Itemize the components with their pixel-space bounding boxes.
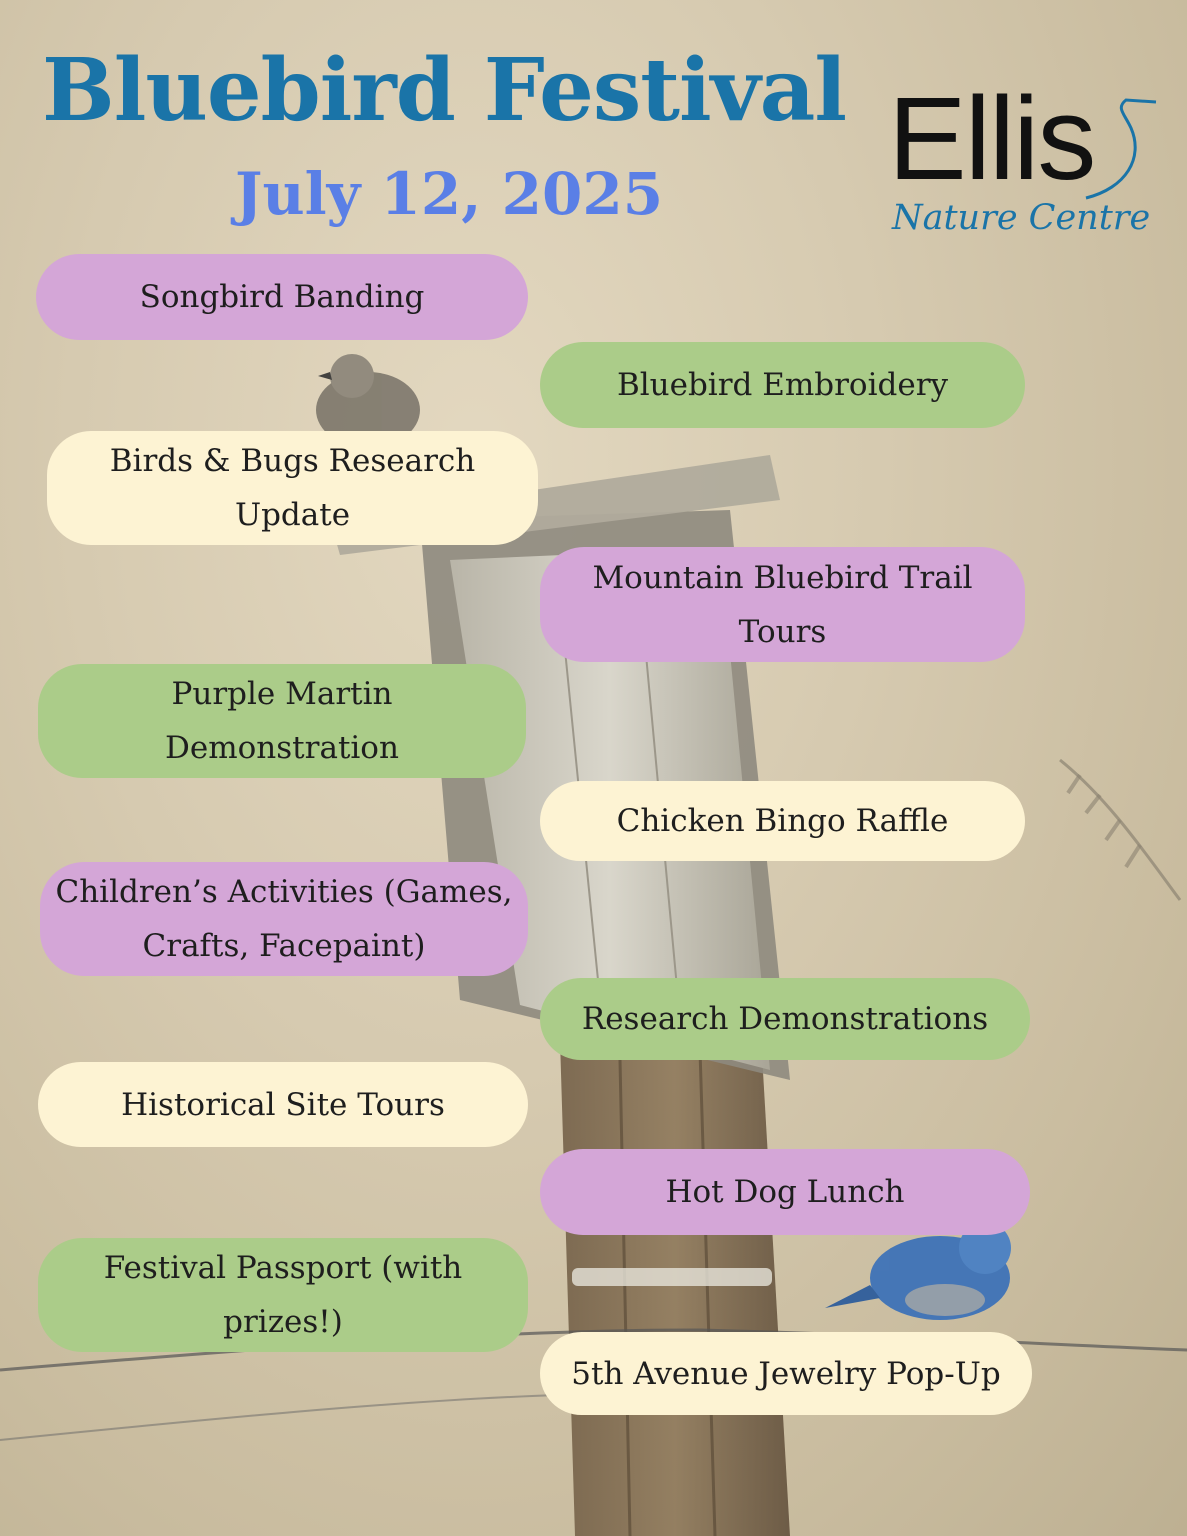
event-research-demonstrations: Research Demonstrations xyxy=(540,978,1030,1060)
event-hot-dog-lunch: Hot Dog Lunch xyxy=(540,1149,1030,1235)
event-childrens-activities: Children’s Activities (Games, Crafts, Facepaint) xyxy=(40,862,528,976)
event-historical-site-tours: Historical Site Tours xyxy=(38,1062,528,1147)
bird-swoosh-icon xyxy=(1076,88,1166,208)
event-date: July 12, 2025 xyxy=(235,160,664,228)
event-songbird-banding: Songbird Banding xyxy=(36,254,528,340)
event-purple-martin-demonstration: Purple Martin Demonstration xyxy=(38,664,526,778)
event-festival-passport: Festival Passport (with prizes!) xyxy=(38,1238,528,1352)
event-mountain-bluebird-trail-tours: Mountain Bluebird Trail Tours xyxy=(540,547,1025,662)
event-bluebird-embroidery: Bluebird Embroidery xyxy=(540,342,1025,428)
event-5th-avenue-jewelry-pop-up: 5th Avenue Jewelry Pop-Up xyxy=(540,1332,1032,1415)
logo-wordmark: Ellis xyxy=(888,73,1095,205)
event-birds-bugs-research-update: Birds & Bugs Research Update xyxy=(47,431,538,545)
page-title: Bluebird Festival xyxy=(42,40,847,141)
ellis-logo xyxy=(888,73,1168,250)
logo-subtitle: Nature Centre xyxy=(892,198,1151,238)
event-chicken-bingo-raffle: Chicken Bingo Raffle xyxy=(540,781,1025,861)
